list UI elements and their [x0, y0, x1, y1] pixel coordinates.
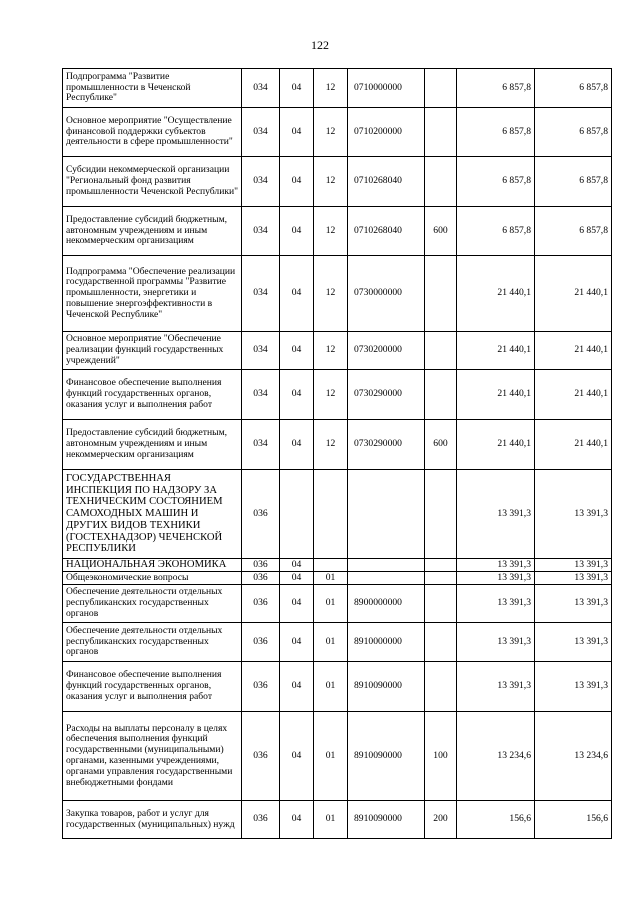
sum-cell-1: 6 857,8	[457, 108, 535, 157]
table-row	[63, 157, 612, 207]
row-name-cell: Основное мероприятие "Осуществление финансовой поддержки субъектов деятельности в сфере промышленности"	[63, 108, 242, 157]
ved-cell: 036	[242, 470, 280, 559]
row-name-cell: Общеэкономические вопросы	[63, 572, 242, 585]
sum-cell-1: 13 391,3	[457, 572, 535, 585]
ved-cell: 036	[242, 585, 280, 623]
section-cell: 04	[280, 370, 314, 420]
section-cell: 04	[280, 572, 314, 585]
expense-type-cell	[425, 623, 457, 662]
target-article-cell: 0710200000	[348, 108, 425, 157]
subsection-cell: 12	[314, 256, 348, 332]
expense-type-cell	[425, 332, 457, 370]
target-article-cell: 0710000000	[348, 69, 425, 108]
ved-cell: 034	[242, 157, 280, 207]
target-article-cell: 0730290000	[348, 420, 425, 470]
sum-cell-2: 6 857,8	[535, 207, 612, 256]
sum-cell-1: 21 440,1	[457, 420, 535, 470]
row-name-cell: ГОСУДАРСТВЕННАЯ ИНСПЕКЦИЯ ПО НАДЗОРУ ЗА ТЕХНИЧЕСКИМ СОСТОЯНИЕМ САМОХОДНЫХ МАШИН И ДРУГИХ ВИДОВ ТЕХНИКИ (ГОСТЕХНАДЗОР) ЧЕЧЕНСКОЙ РЕСПУБЛИКИ	[63, 470, 242, 559]
table-row	[63, 108, 612, 157]
sum-cell-2: 21 440,1	[535, 256, 612, 332]
section-cell	[280, 470, 314, 559]
sum-cell-1: 13 391,3	[457, 623, 535, 662]
target-article-cell: 8900000000	[348, 585, 425, 623]
sum-cell-1: 6 857,8	[457, 69, 535, 108]
table-row	[63, 207, 612, 256]
sum-cell-2: 6 857,8	[535, 69, 612, 108]
ved-cell: 034	[242, 256, 280, 332]
expense-type-cell	[425, 256, 457, 332]
section-cell: 04	[280, 420, 314, 470]
table-row	[63, 256, 612, 332]
sum-cell-1: 6 857,8	[457, 207, 535, 256]
ved-cell: 034	[242, 332, 280, 370]
table-row	[63, 332, 612, 370]
row-name-cell: Предоставление субсидий бюджетным, автономным учреждениям и иным некоммерческим организациям	[63, 207, 242, 256]
section-cell: 04	[280, 585, 314, 623]
sum-cell-2: 21 440,1	[535, 420, 612, 470]
ved-cell: 036	[242, 801, 280, 839]
sum-cell-1: 13 391,3	[457, 559, 535, 572]
ved-cell: 034	[242, 370, 280, 420]
table-row	[63, 470, 612, 559]
sum-cell-2: 13 391,3	[535, 623, 612, 662]
table-row	[63, 623, 612, 662]
subsection-cell: 01	[314, 662, 348, 712]
subsection-cell: 01	[314, 801, 348, 839]
subsection-cell	[314, 559, 348, 572]
section-cell: 04	[280, 801, 314, 839]
row-name-cell: НАЦИОНАЛЬНАЯ ЭКОНОМИКА	[63, 559, 242, 572]
sum-cell-2: 13 234,6	[535, 712, 612, 801]
ved-cell: 036	[242, 623, 280, 662]
row-name-cell: Закупка товаров, работ и услуг для государственных (муниципальных) нужд	[63, 801, 242, 839]
row-name-cell: Подпрограмма "Развитие промышленности в Чеченской Республике"	[63, 69, 242, 108]
ved-cell: 034	[242, 207, 280, 256]
subsection-cell: 12	[314, 69, 348, 108]
target-article-cell: 0710268040	[348, 207, 425, 256]
row-name-cell: Обеспечение деятельности отдельных республиканских государственных органов	[63, 623, 242, 662]
budget-table	[62, 68, 612, 839]
sum-cell-2: 21 440,1	[535, 370, 612, 420]
table-row	[63, 370, 612, 420]
section-cell: 04	[280, 256, 314, 332]
target-article-cell: 0730290000	[348, 370, 425, 420]
target-article-cell	[348, 572, 425, 585]
expense-type-cell	[425, 108, 457, 157]
table-row	[63, 585, 612, 623]
section-cell: 04	[280, 662, 314, 712]
ved-cell: 034	[242, 420, 280, 470]
table-row	[63, 420, 612, 470]
ved-cell: 034	[242, 69, 280, 108]
sum-cell-2: 13 391,3	[535, 559, 612, 572]
target-article-cell: 8910090000	[348, 662, 425, 712]
target-article-cell: 0710268040	[348, 157, 425, 207]
subsection-cell: 12	[314, 420, 348, 470]
ved-cell: 036	[242, 559, 280, 572]
sum-cell-2: 13 391,3	[535, 585, 612, 623]
target-article-cell: 8910000000	[348, 623, 425, 662]
target-article-cell	[348, 470, 425, 559]
target-article-cell: 0730200000	[348, 332, 425, 370]
row-name-cell: Финансовое обеспечение выполнения функций государственных органов, оказания услуг и выполнения работ	[63, 662, 242, 712]
sum-cell-1: 21 440,1	[457, 370, 535, 420]
section-cell: 04	[280, 332, 314, 370]
target-article-cell: 0730000000	[348, 256, 425, 332]
sum-cell-1: 21 440,1	[457, 256, 535, 332]
expense-type-cell	[425, 370, 457, 420]
section-cell: 04	[280, 69, 314, 108]
section-cell: 04	[280, 712, 314, 801]
sum-cell-2: 6 857,8	[535, 157, 612, 207]
ved-cell: 036	[242, 572, 280, 585]
expense-type-cell	[425, 662, 457, 712]
subsection-cell: 01	[314, 572, 348, 585]
sum-cell-1: 21 440,1	[457, 332, 535, 370]
row-name-cell: Обеспечение деятельности отдельных республиканских государственных органов	[63, 585, 242, 623]
subsection-cell: 12	[314, 157, 348, 207]
sum-cell-2: 13 391,3	[535, 572, 612, 585]
table-row	[63, 712, 612, 801]
sum-cell-2: 13 391,3	[535, 662, 612, 712]
expense-type-cell: 100	[425, 712, 457, 801]
expense-type-cell: 600	[425, 420, 457, 470]
page-number: 122	[311, 38, 329, 52]
row-name-cell: Подпрограмма "Обеспечение реализации государственной программы "Развитие промышленности, энергетики и повышение энергоэффективности в Чеченской Республике"	[63, 256, 242, 332]
ved-cell: 034	[242, 108, 280, 157]
ved-cell: 036	[242, 662, 280, 712]
sum-cell-2: 156,6	[535, 801, 612, 839]
expense-type-cell: 200	[425, 801, 457, 839]
sum-cell-2: 21 440,1	[535, 332, 612, 370]
row-name-cell: Предоставление субсидий бюджетным, автономным учреждениям и иным некоммерческим организациям	[63, 420, 242, 470]
subsection-cell: 12	[314, 370, 348, 420]
subsection-cell: 12	[314, 332, 348, 370]
sum-cell-1: 13 391,3	[457, 662, 535, 712]
expense-type-cell	[425, 157, 457, 207]
expense-type-cell	[425, 69, 457, 108]
expense-type-cell	[425, 572, 457, 585]
table-row	[63, 801, 612, 839]
sum-cell-1: 156,6	[457, 801, 535, 839]
subsection-cell: 12	[314, 108, 348, 157]
subsection-cell: 01	[314, 712, 348, 801]
subsection-cell: 12	[314, 207, 348, 256]
expense-type-cell	[425, 585, 457, 623]
expense-type-cell: 600	[425, 207, 457, 256]
row-name-cell: Основное мероприятие "Обеспечение реализации функций государственных учреждений"	[63, 332, 242, 370]
subsection-cell	[314, 470, 348, 559]
sum-cell-1: 13 391,3	[457, 470, 535, 559]
sum-cell-2: 13 391,3	[535, 470, 612, 559]
subsection-cell: 01	[314, 623, 348, 662]
sum-cell-2: 6 857,8	[535, 108, 612, 157]
section-cell: 04	[280, 157, 314, 207]
table-row	[63, 69, 612, 108]
table-row	[63, 662, 612, 712]
ved-cell: 036	[242, 712, 280, 801]
target-article-cell: 8910090000	[348, 801, 425, 839]
section-cell: 04	[280, 559, 314, 572]
table-row	[63, 559, 612, 572]
section-cell: 04	[280, 623, 314, 662]
row-name-cell: Расходы на выплаты персоналу в целях обеспечения выполнения функций государственными (муниципальными) органами, казенными учреждениями, органами управления государственными внебюджетными фондами	[63, 712, 242, 801]
sum-cell-1: 13 234,6	[457, 712, 535, 801]
section-cell: 04	[280, 207, 314, 256]
subsection-cell: 01	[314, 585, 348, 623]
expense-type-cell	[425, 559, 457, 572]
sum-cell-1: 13 391,3	[457, 585, 535, 623]
target-article-cell: 8910090000	[348, 712, 425, 801]
table-row	[63, 572, 612, 585]
target-article-cell	[348, 559, 425, 572]
sum-cell-1: 6 857,8	[457, 157, 535, 207]
expense-type-cell	[425, 470, 457, 559]
row-name-cell: Финансовое обеспечение выполнения функций государственных органов, оказания услуг и выполнения работ	[63, 370, 242, 420]
section-cell: 04	[280, 108, 314, 157]
row-name-cell: Субсидии некоммерческой организации "Региональный фонд развития промышленности Чеченской Республики"	[63, 157, 242, 207]
